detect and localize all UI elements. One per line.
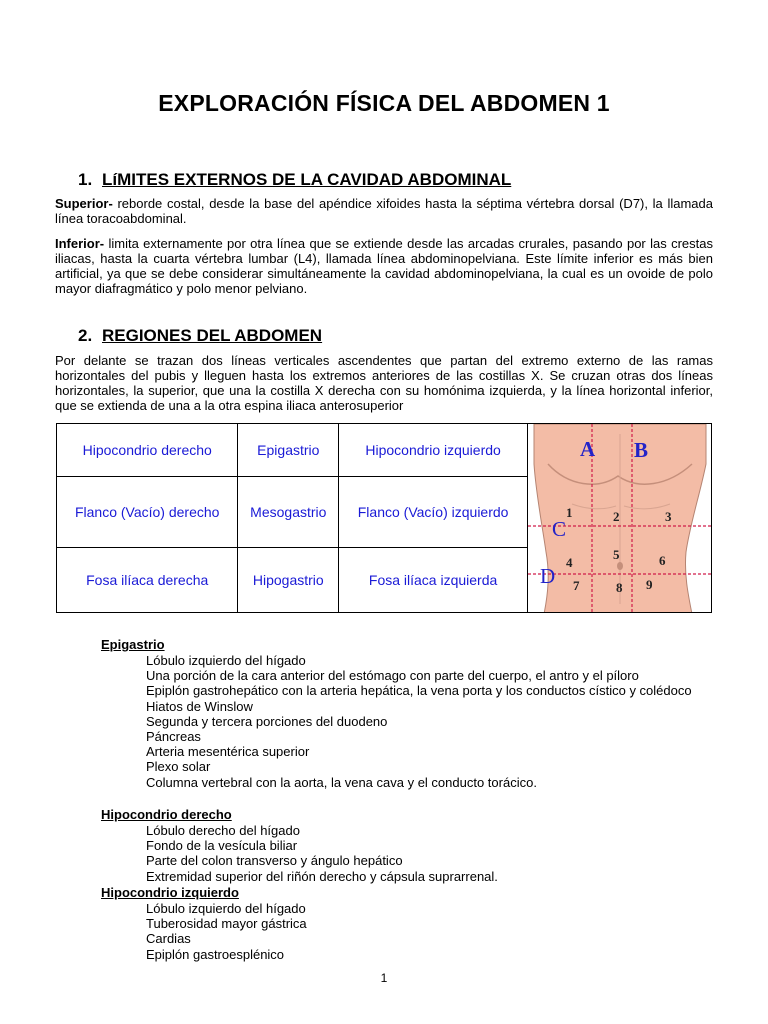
list-item: Fondo de la vesícula biliar <box>146 838 298 854</box>
section-title: REGIONES DEL ABDOMEN <box>102 326 323 345</box>
region-number: 2 <box>613 509 620 524</box>
section-title: LíMITES EXTERNOS DE LA CAVIDAD ABDOMINAL <box>102 170 512 189</box>
list-item: Tuberosidad mayor gástrica <box>146 916 307 932</box>
label-inferior: Inferior- <box>55 236 105 251</box>
section-heading-regiones <box>78 326 322 346</box>
list-item: Extremidad superior del riñón derecho y cápsula suprarrenal. <box>146 868 498 884</box>
list-item: Lóbulo izquierdo del hígado <box>146 901 306 916</box>
list-heading-hipocondrio-izquierdo: Hipocondrio izquierdo <box>101 885 239 900</box>
section-number: 1. <box>78 170 93 189</box>
list-item: Lóbulo derecho del hígado <box>146 823 300 838</box>
table-cell: Hipocondrio izquierdo <box>339 424 528 477</box>
region-number: 6 <box>659 553 666 568</box>
region-number: 3 <box>665 509 672 524</box>
region-number: 1 <box>566 505 573 520</box>
list-hipocondrio-derecho <box>146 823 713 884</box>
table-cell: Flanco (Vacío) derecho <box>57 477 238 548</box>
list-item: Lóbulo izquierdo del hígado <box>146 653 306 668</box>
regions-table <box>56 423 528 613</box>
paragraph-regiones: Por delante se trazan dos líneas verticales ascendentes que partan del extremo externo de las ramas horizontales del pubis y lleguen hasta los extremos anteriores de las costillas X. Se cruzan otras dos líneas horizontales, la superior, que una la costilla X derecha con su homónima izquierda, y la línea horizontal inferior, que se extienda de una a la otra espina iliaca anterosuperior <box>55 353 713 413</box>
label-d: D <box>540 564 556 588</box>
page-number: 1 <box>380 971 388 985</box>
table-row <box>57 548 528 613</box>
paragraph-inferior <box>55 236 713 296</box>
list-epigastrio <box>146 653 713 790</box>
region-number: 4 <box>566 555 573 570</box>
list-item: Páncreas <box>146 729 201 745</box>
paragraph-superior <box>55 196 713 226</box>
section-number: 2. <box>78 326 93 345</box>
list-item: Epiplón gastrohepático con la arteria hepática, la vena porta y los conductos cístico y colédoco <box>146 683 692 699</box>
list-item: Columna vertebral con la aorta, la vena cava y el conducto torácico. <box>146 774 537 790</box>
table-cell: Epigastrio <box>238 424 339 477</box>
label-superior: Superior- <box>55 196 113 211</box>
label-b: B <box>634 438 649 462</box>
region-number: 7 <box>573 578 580 593</box>
navel <box>617 562 623 570</box>
list-item: Segunda y tercera porciones del duodeno <box>146 713 388 729</box>
list-item: Una porción de la cara anterior del estómago con parte del cuerpo, el antro y el píloro <box>146 668 639 684</box>
region-number: 9 <box>646 577 653 592</box>
section-heading-limites <box>78 170 511 190</box>
list-item: Parte del colon transverso y ángulo hepático <box>146 853 403 869</box>
table-cell: Hipocondrio derecho <box>57 424 238 477</box>
table-cell: Fosa ilíaca derecha <box>57 548 238 613</box>
table-cell: Fosa ilíaca izquierda <box>339 548 528 613</box>
region-number: 5 <box>613 547 620 562</box>
label-a: A <box>580 437 596 461</box>
text-inferior: limita externamente por otra línea que se extiende desde las arcadas crurales, pasando por las crestas iliacas, hasta la cuarta vértebra lumbar (L4), llamada línea abdominopelviana. Este límite inferior es más bien artificial, ya que se debe considerar simultáneamente la cavidad abdominopelviana, la cual es un ovoide de polo mayor diafragmático y polo menor pelviano. <box>55 236 713 296</box>
table-row <box>57 424 528 477</box>
list-item: Epiplón gastroesplénico <box>146 946 285 962</box>
list-heading-epigastrio: Epigastrio <box>101 637 165 652</box>
label-c: C <box>552 517 567 541</box>
region-number: 8 <box>616 580 623 595</box>
list-heading-hipocondrio-derecho: Hipocondrio derecho <box>101 807 232 822</box>
table-cell: Flanco (Vacío) izquierdo <box>339 477 528 548</box>
table-row <box>57 477 528 548</box>
abdomen-regions-figure <box>528 423 712 613</box>
text-superior: reborde costal, desde la base del apéndice xifoides hasta la séptima vértebra dorsal (D7), la llamada línea toracoabdominal. <box>55 196 713 226</box>
table-cell: Mesogastrio <box>238 477 339 548</box>
page-title: EXPLORACIÓN FÍSICA DEL ABDOMEN 1 <box>158 90 610 116</box>
list-item: Arteria mesentérica superior <box>146 744 310 760</box>
table-cell: Hipogastrio <box>238 548 339 613</box>
list-item: Plexo solar <box>146 759 211 775</box>
list-item: Cardias <box>146 931 191 947</box>
list-hipocondrio-izquierdo <box>146 901 713 962</box>
list-item: Hiatos de Winslow <box>146 698 253 714</box>
abdomen-illustration <box>528 424 712 613</box>
